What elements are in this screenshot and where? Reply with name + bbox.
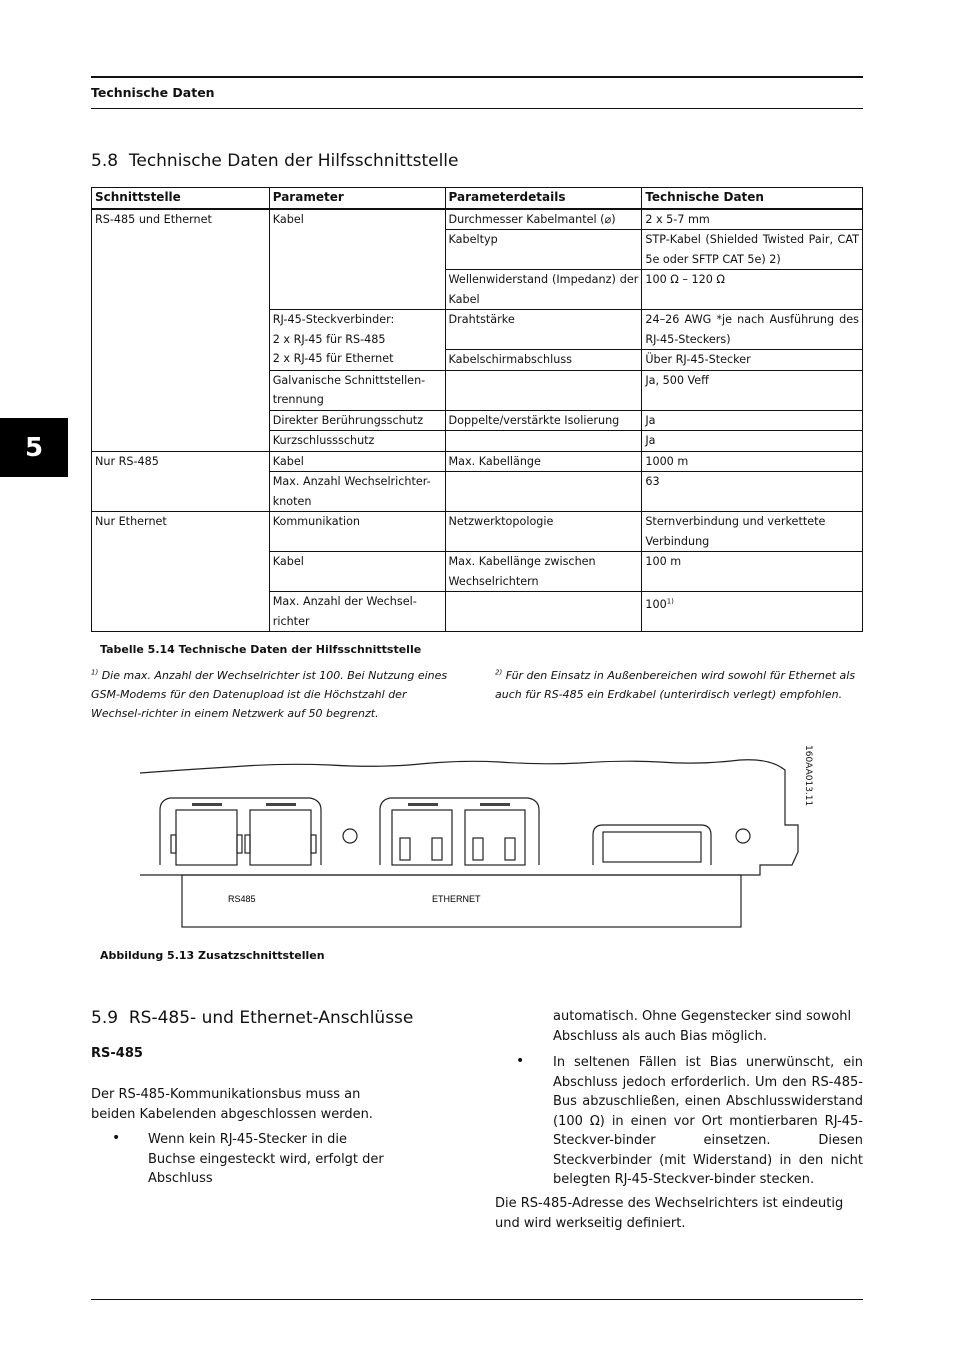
section-59-title bbox=[91, 1008, 413, 1028]
detail-cell: Drahtstärke bbox=[445, 310, 642, 350]
param-cell: Galvanische Schnittstellen-trennung bbox=[269, 370, 445, 410]
figure-code: 160AA013.11 bbox=[803, 745, 813, 807]
led-slot bbox=[505, 838, 515, 860]
footnote-mark: 2) bbox=[495, 668, 503, 677]
bullet-continuation: automatisch. Ohne Gegenstecker sind sowohl Abschluss als auch Bias möglich. bbox=[553, 1009, 852, 1044]
detail-cell bbox=[445, 592, 642, 632]
param-cell: Kabel bbox=[269, 552, 445, 592]
param-cell: Kurzschlussschutz bbox=[269, 431, 445, 452]
value-cell: STP-Kabel (Shielded Twisted Pair, CAT 5e oder SFTP CAT 5e) 2) bbox=[642, 230, 863, 270]
blank-connector-inner bbox=[603, 832, 701, 862]
bullet-text: In seltenen Fällen ist Bias unerwünscht, ein Abschluss jedoch erforderlich. Um den RS-485-Bus abzuschließen, einen Abschlusswiderstand (100 Ω) in einen vor Ort montierbaren RJ-45-Steckver-binder einsetzen. Diesen Steckverbinder (mit Widerstand) in den nicht belegten RJ-45-Steckver-binder stecken. bbox=[553, 1055, 863, 1187]
detail-cell: Max. Kabellänge bbox=[445, 451, 642, 472]
bullet-icon: • bbox=[112, 1130, 121, 1146]
param-cell: Kommunikation bbox=[269, 512, 445, 552]
section-number: 5.8 bbox=[91, 151, 119, 171]
value-cell: 100 Ω – 120 Ω bbox=[642, 270, 863, 310]
table-header-cell: Parameterdetails bbox=[445, 188, 642, 209]
footnote-mark: 1) bbox=[91, 668, 99, 677]
led-slot bbox=[432, 838, 442, 860]
screw-icon bbox=[736, 829, 750, 843]
param-cell: Kabel bbox=[269, 209, 445, 310]
group-cell: Nur Ethernet bbox=[92, 512, 270, 632]
blank-connector bbox=[593, 825, 711, 865]
section-title-text: Technische Daten der Hilfsschnittstelle bbox=[128, 151, 459, 171]
chapter-tab: 5 bbox=[0, 418, 68, 477]
detail-cell bbox=[445, 472, 642, 512]
led-slot bbox=[473, 838, 483, 860]
param-cell: Max. Anzahl der Wechsel-richter bbox=[269, 592, 445, 632]
value-cell: Ja, 500 Veff bbox=[642, 370, 863, 410]
running-head: Technische Daten bbox=[91, 85, 215, 100]
detail-cell: Netzwerktopologie bbox=[445, 512, 642, 552]
subheading-rs485: RS-485 bbox=[91, 1046, 143, 1061]
table-header-cell: Schnittstelle bbox=[92, 188, 270, 209]
paragraph: Der RS-485-Kommunikationsbus muss an beiden Kabelenden abgeschlossen werden. bbox=[91, 1087, 373, 1122]
detail-cell bbox=[445, 370, 642, 410]
detail-cell: Max. Kabellänge zwischen Wechselrichtern bbox=[445, 552, 642, 592]
table-row bbox=[92, 451, 863, 472]
value-cell: 1000 m bbox=[642, 451, 863, 472]
footnote-text: Die max. Anzahl der Wechselrichter ist 100. Bei Nutzung eines GSM-Modems für den Datenupload ist die Höchstzahl der Wechsel-richter in einem Netzwerk auf 50 begrenzt. bbox=[91, 669, 448, 720]
jack-tab bbox=[311, 835, 316, 853]
table-row bbox=[92, 512, 863, 552]
group-cell: RS-485 und Ethernet bbox=[92, 209, 270, 452]
value-cell: 24–26 AWG *je nach Ausführung des RJ-45-Steckers) bbox=[642, 310, 863, 350]
bullet-icon: • bbox=[516, 1053, 525, 1069]
value-cell: Ja bbox=[642, 431, 863, 452]
jack-tab bbox=[245, 835, 250, 853]
rj45-line: RJ-45-Steckverbinder: bbox=[272, 313, 395, 326]
value-cell: Sternverbindung und verkettete Verbindung bbox=[642, 512, 863, 552]
value-cell: Über RJ-45-Stecker bbox=[642, 350, 863, 371]
param-cell: Direkter Berührungsschutz bbox=[269, 410, 445, 431]
detail-cell: Kabelschirmabschluss bbox=[445, 350, 642, 371]
header-top-rule bbox=[91, 76, 863, 78]
rj45-jack bbox=[250, 810, 311, 865]
figure-caption: Abbildung 5.13 Zusatzschnittstellen bbox=[100, 949, 325, 962]
footnote-1 bbox=[91, 666, 451, 723]
detail-cell: Durchmesser Kabelmantel (⌀) bbox=[445, 209, 642, 230]
spec-table bbox=[91, 187, 863, 632]
param-cell bbox=[269, 310, 445, 371]
table-caption: Tabelle 5.14 Technische Daten der Hilfsschnittstelle bbox=[100, 643, 422, 656]
footnote-2 bbox=[495, 666, 863, 704]
jack-tab bbox=[171, 835, 176, 853]
detail-cell: Doppelte/verstärkte Isolierung bbox=[445, 410, 642, 431]
board-outline bbox=[140, 760, 798, 875]
rj45-line: 2 x RJ-45 für Ethernet bbox=[272, 352, 394, 365]
screw-icon bbox=[343, 829, 357, 843]
group-cell: Nur RS-485 bbox=[92, 451, 270, 512]
interface-figure bbox=[120, 740, 810, 935]
value-cell: 63 bbox=[642, 472, 863, 512]
footnote-text: Für den Einsatz in Außenbereichen wird sowohl für Ethernet als auch für RS-485 ein Erdkabel (unterirdisch verlegt) empfohlen. bbox=[495, 669, 856, 701]
header-bottom-rule bbox=[91, 108, 863, 109]
section-number: 5.9 bbox=[91, 1008, 119, 1028]
table-row bbox=[92, 209, 863, 230]
value-cell: Ja bbox=[642, 410, 863, 431]
jack-tab bbox=[237, 835, 242, 853]
rs485-label: RS485 bbox=[228, 894, 256, 904]
section-58-title bbox=[91, 151, 459, 171]
detail-cell: Wellenwiderstand (Impedanz) der Kabel bbox=[445, 270, 642, 310]
value-text: 100 bbox=[645, 598, 667, 611]
rs485-housing bbox=[160, 798, 321, 865]
detail-cell bbox=[445, 431, 642, 452]
value-cell: 100 m bbox=[642, 552, 863, 592]
rj45-jack bbox=[176, 810, 237, 865]
param-cell: Kabel bbox=[269, 451, 445, 472]
paragraph: Die RS-485-Adresse des Wechselrichters ist eindeutig und wird werkseitig definiert. bbox=[495, 1196, 844, 1231]
detail-cell: Kabeltyp bbox=[445, 230, 642, 270]
rj45-line: 2 x RJ-45 für RS-485 bbox=[272, 332, 386, 346]
value-cell bbox=[642, 592, 863, 632]
bullet-text: Wenn kein RJ-45-Stecker in die Buchse eingesteckt wird, erfolgt der Abschluss bbox=[148, 1132, 384, 1186]
table-header-cell: Technische Daten bbox=[642, 188, 863, 209]
table-header-cell: Parameter bbox=[269, 188, 445, 209]
footer-rule bbox=[91, 1299, 863, 1300]
footnote-ref: 1) bbox=[666, 597, 674, 606]
table-header-row bbox=[92, 188, 863, 209]
ethernet-label: ETHERNET bbox=[432, 894, 481, 904]
param-cell: Max. Anzahl Wechselrichter-knoten bbox=[269, 472, 445, 512]
led-slot bbox=[400, 838, 410, 860]
section-title-text: RS-485- und Ethernet-Anschlüsse bbox=[128, 1008, 414, 1028]
value-cell: 2 x 5-7 mm bbox=[642, 209, 863, 230]
